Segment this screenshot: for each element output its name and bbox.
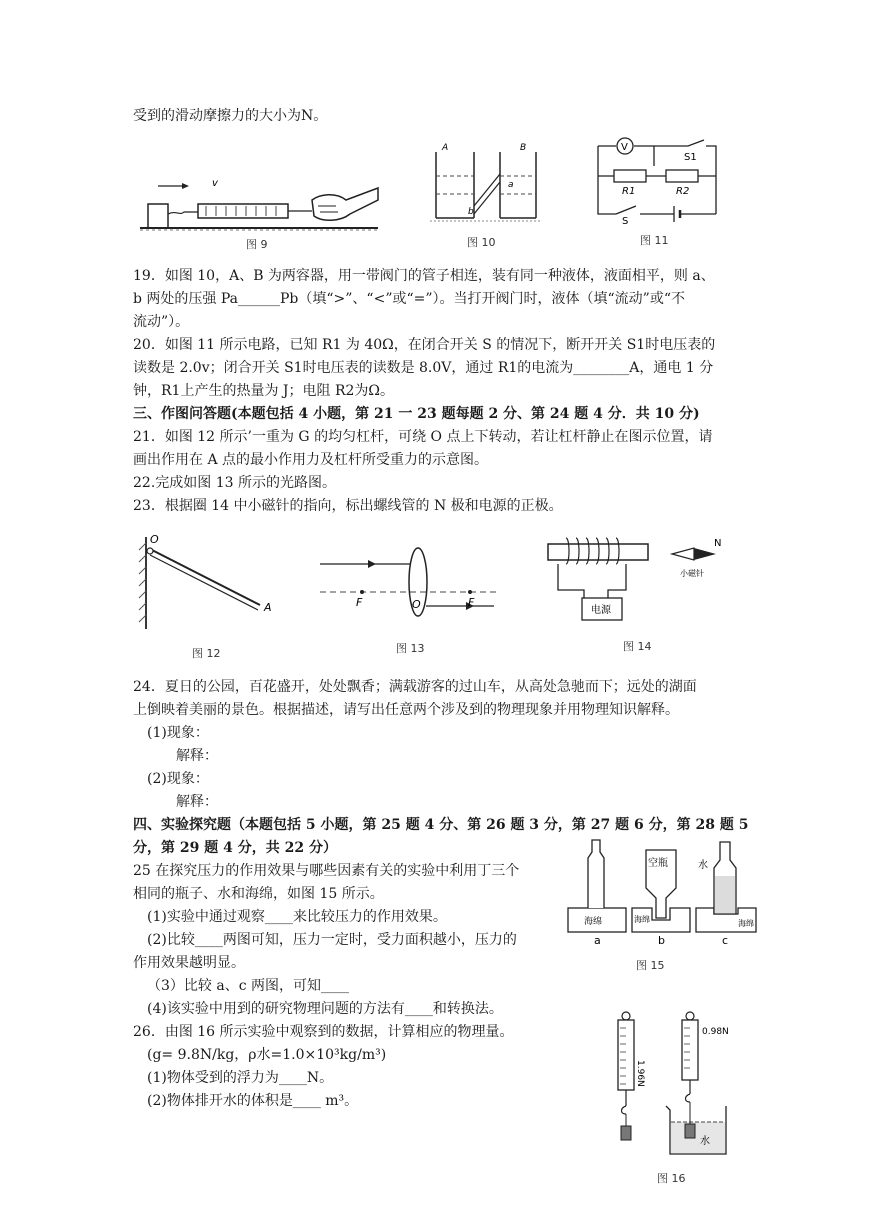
point-b-label: b — [468, 207, 474, 217]
reading-2-label: 0.98N — [702, 1027, 729, 1037]
text-line: 流动”）。 — [133, 314, 190, 330]
point-a-label: a — [508, 180, 514, 190]
focus-right-label: F — [468, 596, 475, 609]
text-line: 画出作用在 A 点的最小作用力及杠杆所受重力的示意图。 — [133, 452, 489, 468]
figure-16-caption: 图 16 — [657, 1172, 686, 1185]
figure-14-caption: 图 14 — [623, 640, 652, 653]
voltmeter-label: V — [621, 142, 628, 153]
text-line: 钟，R1上产生的热量为 J；电阻 R2为Ω。 — [133, 383, 395, 399]
figure-12 — [136, 533, 286, 633]
figure-10 — [430, 142, 542, 226]
figure-13 — [318, 544, 498, 616]
pivot-o-label: O — [150, 533, 159, 546]
text-line: (4)该实验中用到的研究物理问题的方法有____和转换法。 — [147, 1001, 503, 1017]
figure-16 — [606, 1010, 736, 1158]
answer-label: 解释： — [176, 794, 218, 810]
figure-12-caption: 图 12 — [192, 647, 221, 660]
text-line: (1)物体受到的浮力为____N。 — [147, 1070, 334, 1086]
section-heading-3: 三、作图问答题(本题包括 4 小题，第 21 一 23 题每题 2 分、第 24 题 4 分．共 10 分) — [133, 406, 700, 422]
north-label: N — [714, 538, 722, 549]
answer-label: (1)现象： — [147, 725, 209, 741]
text-line: (2)比较____两图可知，压力一定时，受力面积越小，压力的 — [147, 932, 517, 948]
text-line: （3）比较 a、c 两图，可知____ — [147, 978, 349, 994]
s1-label: S1 — [684, 152, 697, 163]
container-b-label: B — [520, 143, 527, 153]
water-label: 水 — [698, 860, 708, 871]
section-heading-4-cont: 分，第 29 题 4 分，共 22 分） — [133, 840, 337, 856]
label-b: b — [658, 934, 665, 947]
text-line: 读数是 2.0v；闭合开关 S1时电压表的读数是 8.0V，通过 R1的电流为________A，通电 1 分 — [133, 360, 714, 376]
answer-label: 解释： — [176, 748, 218, 764]
figure-10-caption: 图 10 — [467, 236, 496, 249]
text-line: (1)实验中通过观察____来比较压力的作用效果。 — [147, 909, 447, 925]
figure-9-caption: 图 9 — [246, 238, 268, 251]
figure-13-caption: 图 13 — [396, 642, 425, 655]
question-21: 21．如图 12 所示’一重为 G 的均匀杠杆，可绕 O 点上下转动，若让杠杆静止在图示位置，请 — [133, 429, 713, 445]
question-26: 26．由图 16 所示实验中观察到的数据，计算相应的物理量。 — [133, 1024, 514, 1040]
figure-15-caption: 图 15 — [636, 959, 665, 972]
velocity-label: v — [212, 178, 218, 189]
reading-1-label: 1.96N — [635, 1060, 645, 1087]
optical-center-label: O — [412, 598, 421, 611]
text-line: (2)物体排开水的体积是____ m³。 — [147, 1093, 359, 1109]
figure-11 — [596, 136, 718, 227]
question-24: 24．夏日的公园，百花盛开，处处飘香；满载游客的过山车，从高处急驰而下；远处的湖面 — [133, 679, 697, 695]
focus-left-label: F — [356, 596, 363, 609]
text-line: 相同的瓶子、水和海绵，如图 15 所示。 — [133, 886, 384, 902]
text-line: 受到的滑动摩擦力的大小为N。 — [133, 108, 328, 124]
figure-11-caption: 图 11 — [640, 234, 669, 247]
needle-label: 小磁针 — [680, 569, 704, 578]
text-line: 上倒映着美丽的景色。根据描述，请写出任意两个涉及到的物理现象并用物理知识解释。 — [133, 702, 679, 718]
question-22: 22.完成如图 13 所示的光路图。 — [133, 475, 336, 491]
sponge-b-label: 海绵 — [634, 915, 650, 924]
sponge-a-label: 海绵 — [584, 917, 603, 927]
label-a: a — [594, 934, 601, 947]
figure-15 — [566, 838, 766, 948]
text-line: (g= 9.8N/kg，ρ水=1.0×10³kg/m³) — [147, 1047, 387, 1063]
power-source-label: 电源 — [591, 605, 611, 616]
label-c: c — [722, 934, 729, 947]
r1-label: R1 — [622, 186, 636, 197]
answer-label: (2)现象： — [147, 771, 209, 787]
text-line: 作用效果越明显。 — [133, 955, 245, 971]
section-heading-4: 四、实验探究题（本题包括 5 小题，第 25 题 4 分、第 26 题 3 分，第 27 题 6 分，第 28 题 5 — [133, 817, 749, 833]
figure-9 — [140, 170, 380, 240]
figure-14 — [544, 534, 734, 624]
question-19: 19．如图 10，A、B 为两容器，用一带阀门的管子相连，装有同一种液体，液面相平，则 a、 — [133, 268, 715, 284]
question-25: 25 在探究压力的作用效果与哪些因素有关的实验中利用丁三个 — [133, 863, 520, 879]
r2-label: R2 — [676, 186, 690, 197]
question-20: 20．如图 11 所示电路，已知 R1 为 40Ω，在闭合开关 S 的情况下，断开开关 S1时电压表的 — [133, 337, 716, 353]
s-label: S — [622, 216, 629, 227]
beaker-water-label: 水 — [700, 1136, 710, 1147]
question-23: 23．根据圈 14 中小磁针的指向，标出螺线管的 N 极和电源的正极。 — [133, 498, 563, 514]
empty-bottle-label: 空瓶 — [648, 858, 668, 869]
text-line: b 两处的压强 Pa______Pb（填“>”、“<”或“=”）。当打开阀门时，液体（填“流动”或“不 — [133, 291, 685, 307]
container-a-label: A — [442, 143, 449, 153]
sponge-c-label: 海绵 — [738, 919, 754, 928]
point-a-label: A — [264, 601, 272, 614]
